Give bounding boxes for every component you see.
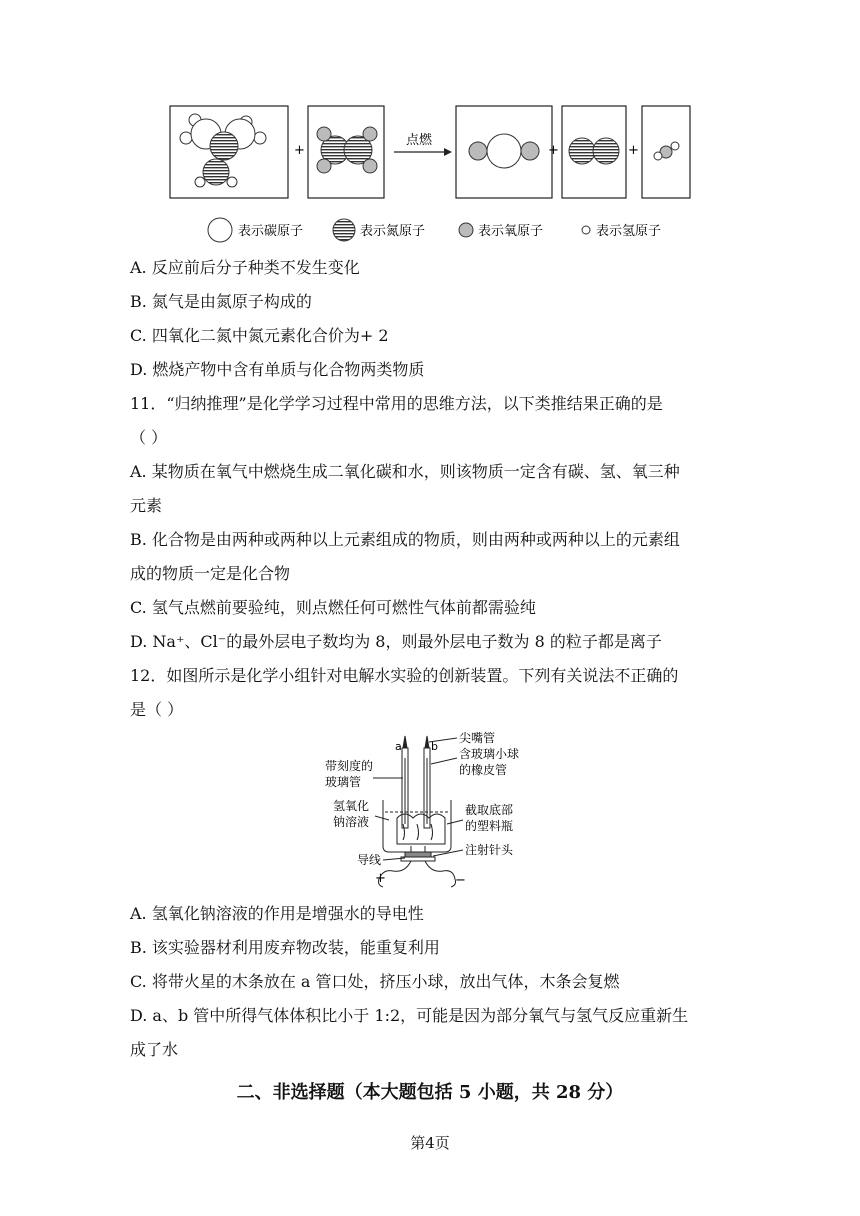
label-plus: + xyxy=(375,871,386,886)
legend-oxygen: 表示氧原子 xyxy=(478,224,544,239)
label-minus: − xyxy=(455,873,466,888)
q12-stem-2: 是（ ） xyxy=(130,700,184,719)
q11-option-d: D. Na⁺、Cl⁻的最外层电子数均为 8，则最外层电子数为 8 的粒子都是离子 xyxy=(130,632,662,651)
product-box-2 xyxy=(562,106,626,198)
section-title: 二、非选择题（本大题包括 5 小题，共 28 分） xyxy=(236,1082,624,1103)
q11-option-a-1: A. 某物质在氧气中燃烧生成二氧化碳和水，则该物质一定含有碳、氢、氧三种 xyxy=(130,462,680,481)
q11-stem-2: （ ） xyxy=(130,428,168,447)
label-b: b xyxy=(431,740,438,753)
q12-option-c: C. 将带火星的木条放在 a 管口处，挤压小球，放出气体，木条会复燃 xyxy=(130,972,620,991)
label-naoh-2: 钠溶液 xyxy=(333,815,370,829)
product-box-1 xyxy=(456,106,552,198)
q12-option-d-1: D. a、b 管中所得气体体积比小于 1:2，可能是因为部分氧气与氢气反应重新生 xyxy=(130,1006,689,1025)
reactant-box-2 xyxy=(308,106,384,198)
electrolysis-diagram xyxy=(325,728,540,896)
svg-text:+: + xyxy=(628,143,639,158)
q11-option-b-1: B. 化合物是由两种或两种以上元素组成的物质，则由两种或两种以上的元素组 xyxy=(130,530,680,549)
label-tip: 尖嘴管 xyxy=(459,731,496,745)
q12-stem-1: 12．如图所示是化学小组针对电解水实验的创新装置。下列有关说法不正确的 xyxy=(130,666,679,685)
legend-carbon: 表示碳原子 xyxy=(238,224,304,239)
label-wire: 导线 xyxy=(357,853,382,867)
legend-nitrogen: 表示氮原子 xyxy=(360,224,426,239)
label-naoh-1: 氢氧化 xyxy=(333,799,370,813)
label-a: a xyxy=(395,740,402,753)
svg-text:+: + xyxy=(294,143,305,158)
q10-option-d: D. 燃烧产物中含有单质与化合物两类物质 xyxy=(130,360,425,379)
label-graduated-1: 带刻度的 xyxy=(325,759,374,773)
page-number: 第4页 xyxy=(410,1134,450,1152)
label-rubber-2: 的橡皮管 xyxy=(459,763,508,777)
legend-hydrogen: 表示氢原子 xyxy=(596,224,662,239)
q10-option-c: C. 四氧化二氮中氮元素化合价为+ 2 xyxy=(130,326,389,345)
label-graduated-2: 玻璃管 xyxy=(325,775,362,789)
label-needle: 注射针头 xyxy=(465,843,514,857)
q11-option-b-2: 成的物质一定是化合物 xyxy=(130,564,291,583)
label-rubber-1: 含玻璃小球 xyxy=(459,747,520,761)
label-bottle-2: 的塑料瓶 xyxy=(465,819,514,833)
q10-option-a: A. 反应前后分子种类不发生变化 xyxy=(130,258,360,277)
q11-option-c: C. 氢气点燃前要验纯，则点燃任何可燃性气体前都需验纯 xyxy=(130,598,536,617)
arrow-label: 点燃 xyxy=(406,133,433,148)
label-bottle-1: 截取底部 xyxy=(465,803,514,817)
svg-text:+: + xyxy=(548,143,559,158)
reactant-box-1 xyxy=(170,106,288,198)
q12-option-a: A. 氢氧化钠溶液的作用是增强水的导电性 xyxy=(130,904,424,923)
product-box-3 xyxy=(642,106,690,198)
reaction-diagram xyxy=(160,98,700,246)
legend xyxy=(208,218,661,242)
q11-option-a-2: 元素 xyxy=(130,496,163,515)
q12-option-b: B. 该实验器材利用废弃物改装，能重复利用 xyxy=(130,938,440,957)
q12-option-d-2: 成了水 xyxy=(130,1040,179,1059)
q10-option-b: B. 氮气是由氮原子构成的 xyxy=(130,292,312,311)
q11-stem-1: 11．“归纳推理”是化学学习过程中常用的思维方法，以下类推结果正确的是 xyxy=(130,394,663,413)
